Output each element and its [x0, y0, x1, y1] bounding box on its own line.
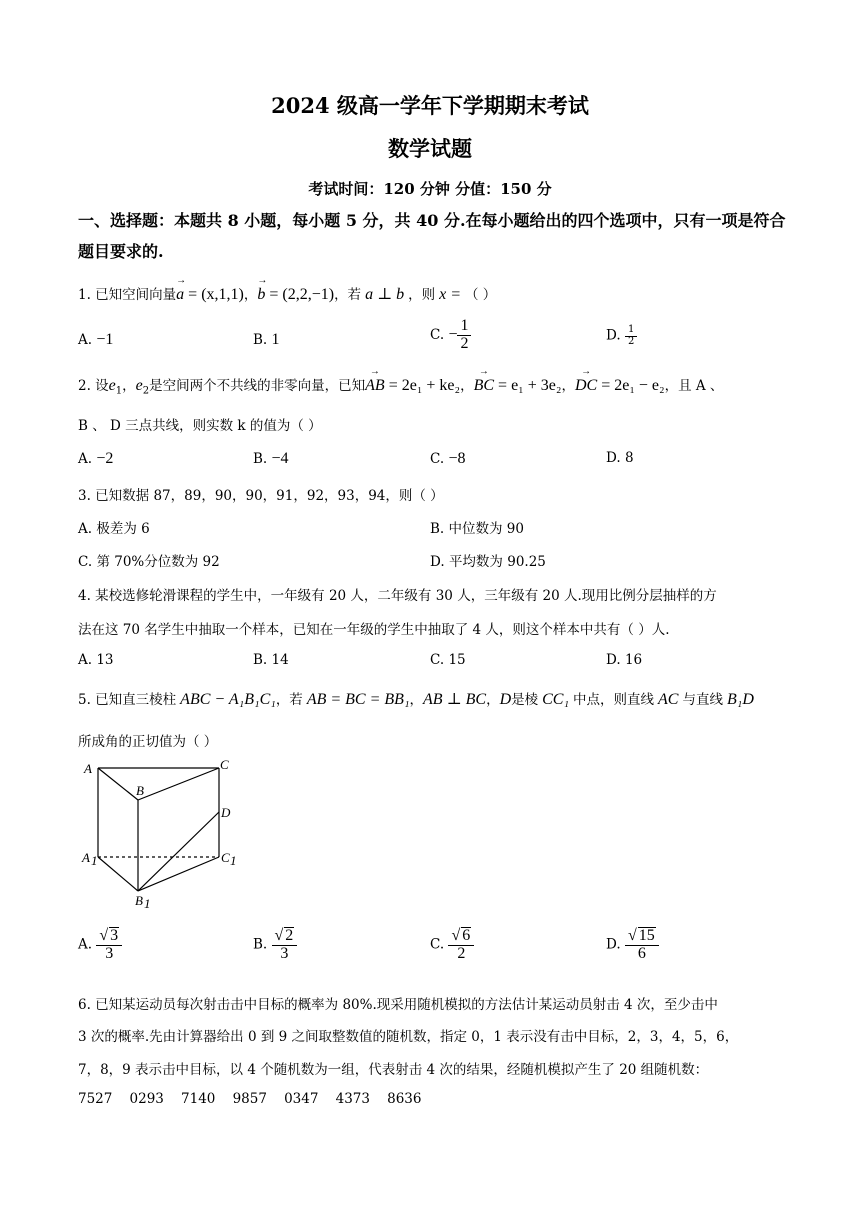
question-5-line-2: 所成角的正切值为（ ） [78, 734, 218, 750]
q2-option-b: B. −4 [253, 450, 289, 467]
edge-b1c1 [138, 857, 219, 891]
exam-info: 考试时间：120 分钟 分值：150 分 [308, 180, 552, 198]
question-4-line-2: 法在这 70 名学生中抽取一个样本，已知在一年级的学生中抽取了 4 人，则这个样本中共有（ ）人. [78, 622, 670, 638]
edge-ab [98, 768, 138, 800]
q3-option-b: B. 中位数为 90 [430, 521, 524, 537]
svg-text:1: 1 [144, 896, 151, 911]
q5-option-c: C. $\frac{√ 6}{2}$ [430, 927, 474, 963]
q4-option-d: D. 16 [606, 652, 643, 668]
exam-title: 2024 级高一学年下学期期末考试 [271, 93, 589, 118]
question-6-line-3: 7，8，9 表示击中目标，以 4 个随机数为一组，代表射击 4 次的结果，经随机模拟产生了 20 组随机数： [78, 1062, 709, 1078]
label-d: D [221, 805, 231, 820]
label-b: B [136, 783, 144, 798]
question-5-line-1: 5. 已知直三棱柱 ABC − A₁B₁C₁，若 AB = BC = BB₁，AB ⊥ BC，D是棱 CC₁ 中点，则直线 AC 与直线 B₁D [78, 691, 754, 708]
exam-subtitle: 数学试题 [388, 136, 472, 161]
label-b1: B [135, 893, 143, 908]
question-3-stem: 3. 已知数据 87，89，90，90，91，92，93，94，则（ ） [78, 488, 444, 504]
edge-a1b1 [98, 857, 138, 891]
q1-option-c: C. − $\frac{1}{2}$ [430, 318, 471, 353]
q4-option-b: B. 14 [253, 652, 289, 668]
q4-option-c: C. 15 [430, 652, 466, 668]
question-6-line-2: 3 次的概率.先由计算器给出 0 到 9 之间取整数值的随机数，指定 0，1 表示没有击中目标，2，3，4，5，6， [78, 1029, 739, 1045]
q5-option-a: A. $\frac{√ 3}{3}$ [78, 927, 122, 963]
label-a1: A [82, 850, 90, 865]
edge-bc [138, 768, 219, 800]
segment-b1d [138, 812, 219, 891]
q4-option-a: A. 13 [78, 652, 114, 668]
q3-option-c: C. 第 70%分位数为 92 [78, 554, 220, 570]
q5-option-b: B. $\frac{√ 2}{3}$ [253, 927, 297, 963]
q1-option-b: B. 1 [253, 331, 280, 348]
label-c: C [220, 757, 229, 772]
question-1-stem: 1. 已知空间向量→ a = (x,1,1)，→ b = (2,2,−1)，若 a ⊥ b ，则 x = （ ） [78, 283, 496, 304]
question-2-line-2: B 、 D 三点共线，则实数 k 的值为（ ） [78, 418, 322, 434]
q2-option-c: C. −8 [430, 450, 466, 467]
q2-option-a: A. −2 [78, 450, 114, 467]
q1-option-d: D. $\frac{1}{2}$ [606, 325, 637, 347]
label-c1: C [221, 850, 230, 865]
svg-text:1: 1 [91, 853, 98, 868]
section-heading: 一、选择题：本题共 8 小题，每小题 5 分，共 40 分.在每小题给出的四个选项中，只有一项是符合题目要求的. [78, 211, 786, 261]
q3-option-d: D. 平均数为 90.25 [430, 554, 546, 570]
label-a: A [84, 761, 92, 776]
svg-text:1: 1 [230, 853, 237, 868]
q5-option-d: D. $\frac{√ 15}{6}$ [606, 927, 659, 963]
q1-option-a: A. −1 [78, 331, 114, 348]
question-4-line-1: 4. 某校选修轮滑课程的学生中，一年级有 20 人，二年级有 30 人，三年级有 20 人.现用比例分层抽样的方 [78, 588, 717, 604]
q2-option-d: D. 8 [606, 450, 634, 466]
question-6-random-numbers: 7527 0293 7140 9857 0347 4373 8636 [78, 1091, 422, 1107]
question-2-line-1: 2. 设$e_1$，$e_2$是空间两个不共线的非零向量，已知→ AB = 2e₁ + ke₂，→ BC = e₁ + 3e₂，→ DC = 2e₁ − e₂，且 A 、 [78, 374, 723, 397]
question-6-line-1: 6. 已知某运动员每次射击击中目标的概率为 80%.现采用随机模拟的方法估计某运动员射击 4 次，至少击中 [78, 997, 718, 1013]
prism-figure [78, 755, 248, 915]
q3-option-a: A. 极差为 6 [78, 521, 150, 537]
